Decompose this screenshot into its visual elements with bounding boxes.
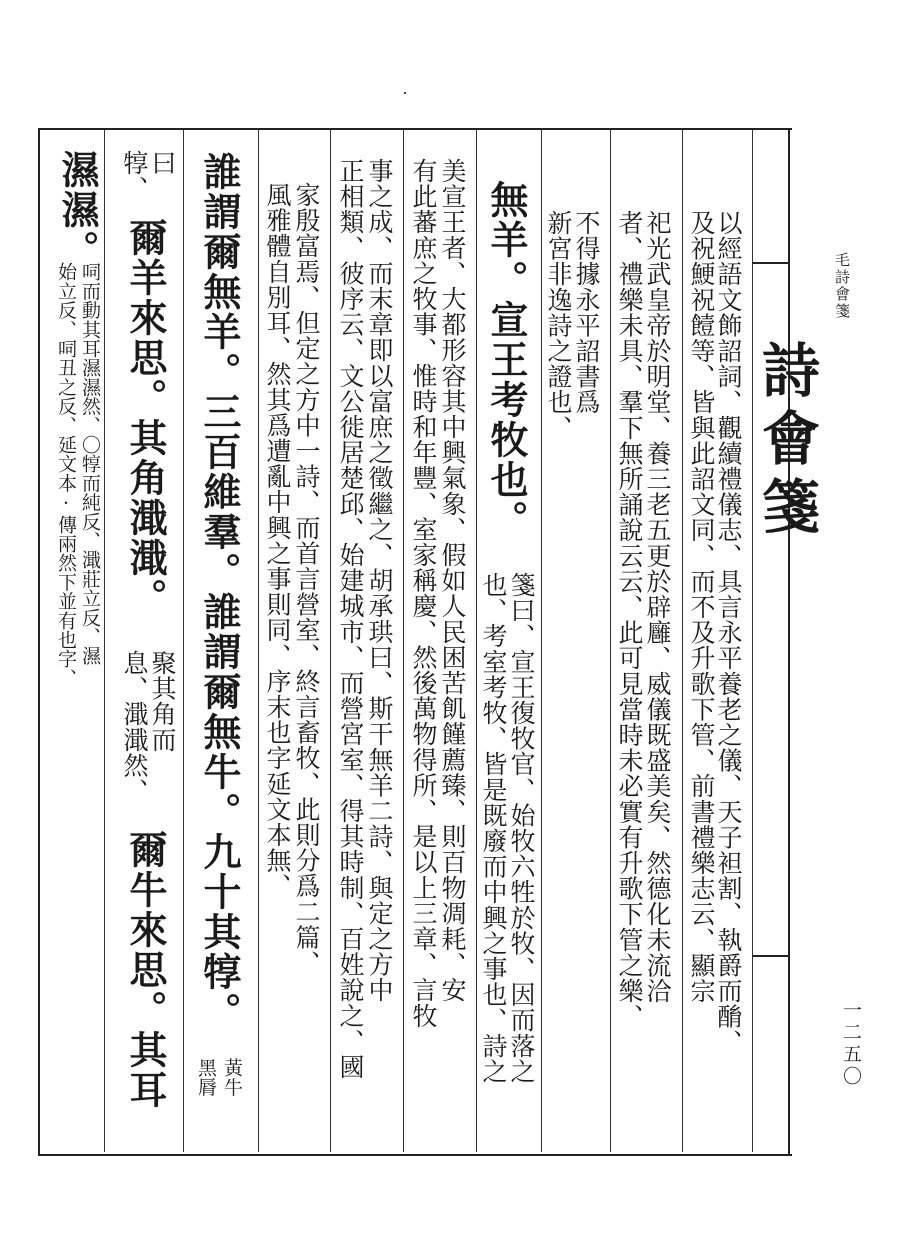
column-rule — [258, 130, 259, 1152]
commentary-title-note-a: 箋曰、宣王復牧官、始牧六牲於牧、因而落之 — [507, 572, 536, 1084]
column-rule — [330, 130, 331, 1152]
text-column-13: 風雅體自別耳、然其爲遭亂中興之事則同、序末也字延文本無、 — [263, 182, 292, 899]
text-column-9: 有此蕃庶之牧事、惟時和年豐、室家稱慶、然後萬物得所、是以上三章、言牧 — [409, 158, 438, 1029]
column-rule — [403, 130, 404, 1152]
verse-line-4: 濕濕。 — [55, 150, 100, 270]
column-rule — [183, 130, 184, 1152]
text-column-3: 祀光武皇帝於明堂、養三老五更於辟廱、威儀既盛美矣、然德化未流洽 — [643, 210, 672, 1004]
verse2-head-b: 犉、 — [120, 150, 149, 202]
header-band-bottom — [752, 955, 790, 957]
verse-line-1: 誰謂爾無羊。三百維羣。誰謂爾無牛。九十其犉。 — [197, 152, 242, 1032]
phonetic-note-a: 呞而動其耳濕濕然、〇犉而純反、濈莊立反、濕 — [79, 262, 101, 666]
commentary-title-note-b: 也、考室考牧、皆是既廢而中興之事也、詩之 — [479, 572, 508, 1084]
text-column-12: 家殷富焉、但定之方中一詩、而首言營室、終言畜牧、此則分爲二篇、 — [292, 182, 321, 976]
text-column-1: 以經語文飾詔詞、觀續禮儀志、具言永平養老之儀、天子袒割、執爵而酳、 — [714, 210, 743, 1055]
verse-line-2: 爾羊來思。其角濈濈。 — [123, 218, 168, 618]
verse2-head-a: 曰 — [148, 150, 177, 176]
column-rule — [682, 130, 683, 1152]
page-number: 一二五〇 — [840, 1000, 862, 1088]
verse2-note-a: 聚其角而 — [148, 650, 177, 753]
phonetic-note-b: 始立反、呞丑之反、延文本·傳兩然下並有也字、 — [55, 262, 77, 688]
column-rule — [610, 130, 611, 1152]
text-column-10: 事之成、而末章即以富庶之徵繼之、胡承珙曰、斯干無羊二詩、與定之方中 — [365, 158, 394, 1003]
verse2-note-b: 息、濈濈然、 — [120, 650, 149, 804]
column-rule — [104, 130, 105, 1152]
text-column-6: 新宮非逸詩之證也、 — [544, 210, 573, 441]
column-rule — [476, 130, 477, 1152]
text-column-11: 正相類、彼序云、文公徙居楚邱、始建城市、而營宮室、得其時制、百姓說之、國 — [336, 158, 365, 1080]
verse-line-3: 爾牛來思。其耳 — [123, 830, 168, 1110]
column-rule — [541, 130, 542, 1152]
header-char-jian: 箋 — [762, 473, 821, 541]
text-column-2: 及祝鯁祝饐等、皆與此詔文同、而不及升歌下管、前書禮樂志云、顯宗 — [687, 210, 716, 1004]
header-band-top — [752, 262, 790, 264]
column-rule — [752, 130, 753, 1152]
frame-right-border — [788, 128, 790, 1154]
text-column-4: 者、禮樂未具、羣下無所誦說云云、此可見當時未必實有升歌下管之樂、 — [615, 210, 644, 1030]
verse-note-b: 黑脣 — [195, 1058, 217, 1097]
poem-title: 無羊。宣王考牧也。 — [484, 180, 529, 540]
header-char-hui: 會 — [762, 405, 821, 473]
book-title-margin: 毛詩會箋 — [833, 252, 851, 320]
verse-note-a: 黃牛 — [221, 1058, 243, 1097]
text-column-8: 美宣王者、大都形容其中興氣象、假如人民困苦飢饉薦臻、則百物凋耗、安 — [438, 158, 467, 1003]
scan-speck — [404, 92, 406, 94]
text-column-5: 不得據永平詔書爲 — [572, 210, 601, 415]
header-char-shi: 詩 — [762, 337, 821, 405]
